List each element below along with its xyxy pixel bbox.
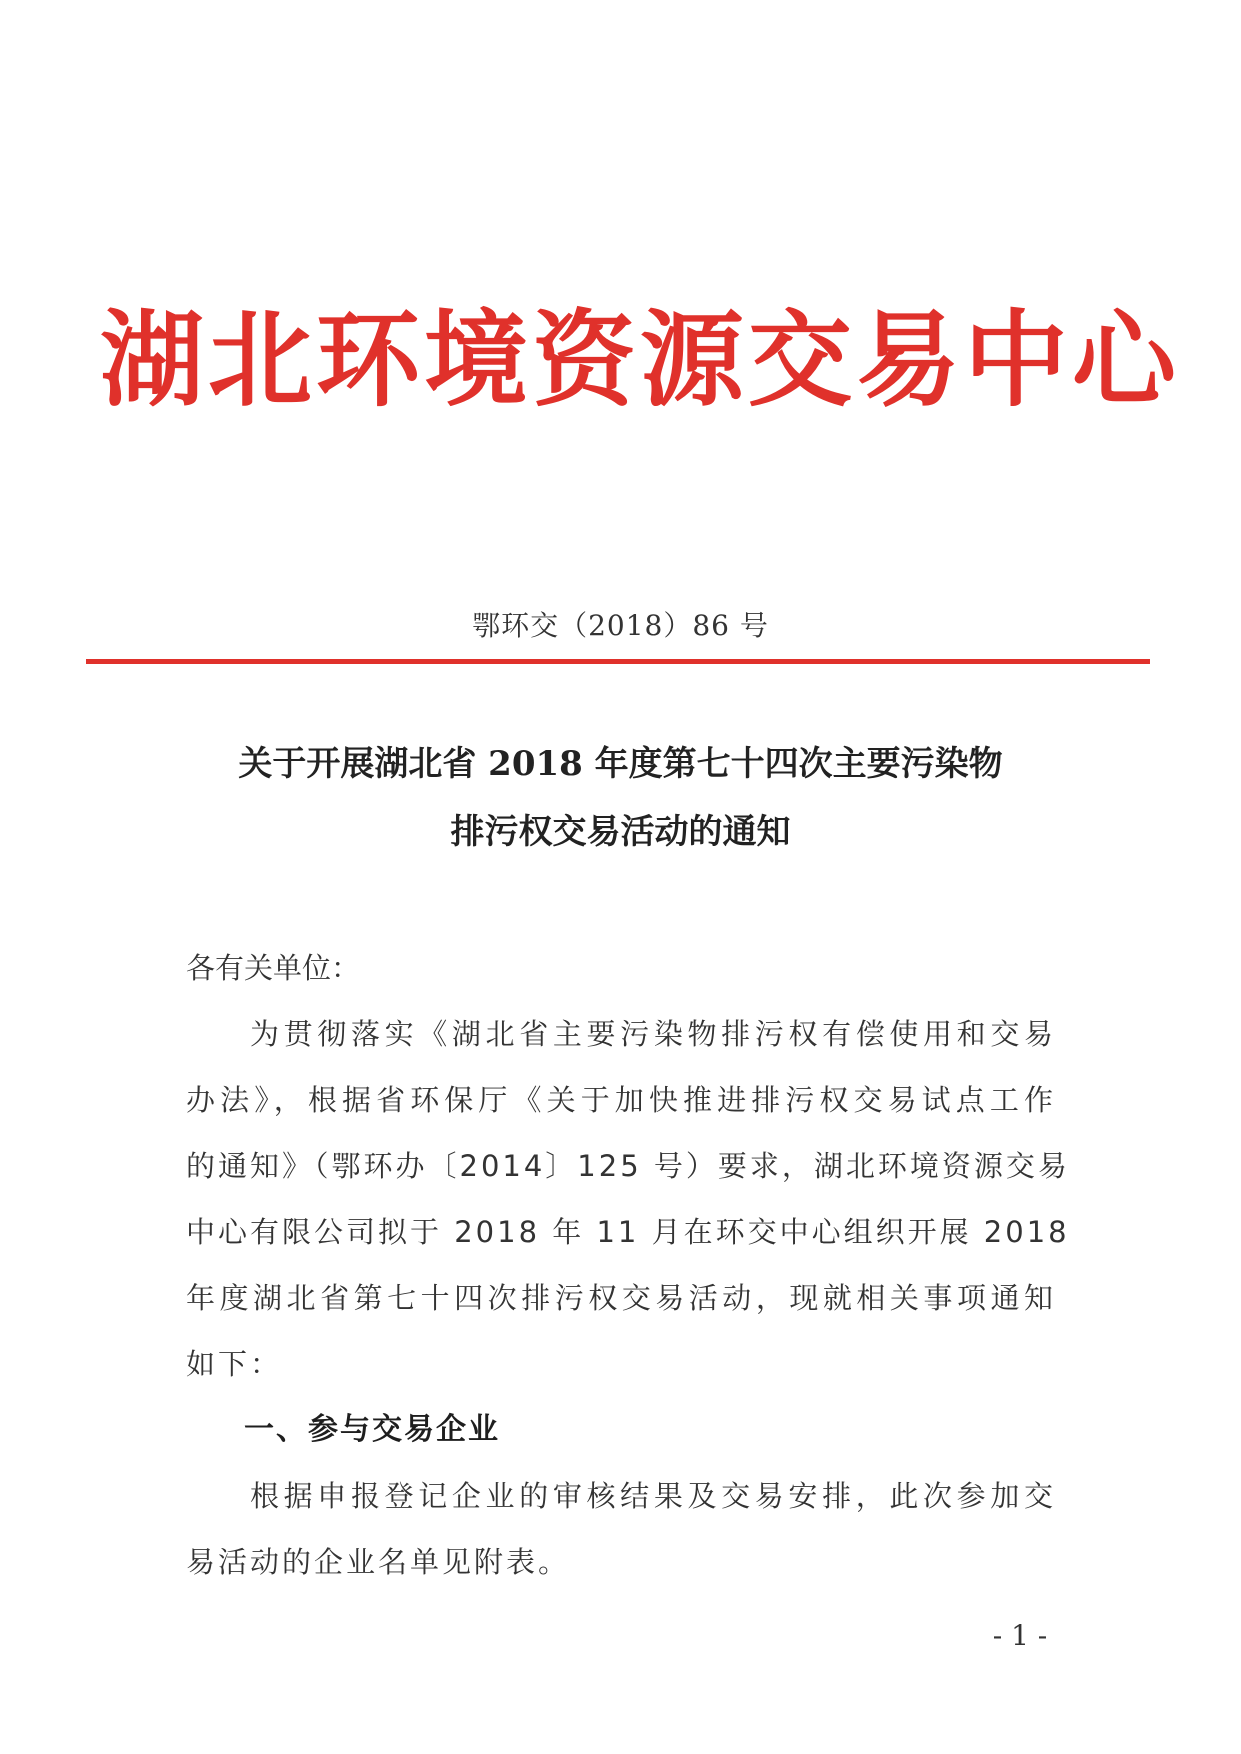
notice-title — [100, 730, 1141, 866]
document-number: 鄂环交（2018）86 号 — [472, 609, 769, 642]
notice-title-line-1: 关于开展湖北省 2018 年度第七十四次主要污染物 — [238, 744, 1003, 784]
document-body — [186, 935, 1070, 1595]
paragraph-line: 中心有限公司拟于 2018 年 11 月在环交中心组织开展 2018 — [186, 1215, 1070, 1249]
red-divider-rule — [86, 659, 1150, 664]
paragraph-line: 根据申报登记企业的审核结果及交易安排，此次参加交 — [250, 1479, 1056, 1513]
paragraph-2 — [186, 1463, 1056, 1595]
masthead-title: 湖北环境资源交易中心 — [100, 299, 1181, 421]
paragraph-line: 为贯彻落实《湖北省主要污染物排污权有偿使用和交易 — [250, 1017, 1056, 1051]
paragraph-1 — [186, 1001, 1070, 1397]
paragraph-line: 易活动的企业名单见附表。 — [186, 1545, 571, 1579]
paragraph-line: 办法》，根据省环保厅《关于加快推进排污权交易试点工作 — [186, 1083, 1056, 1117]
notice-title-line-2: 排污权交易活动的通知 — [450, 812, 791, 852]
salutation: 各有关单位： — [186, 951, 361, 985]
paragraph-line: 年度湖北省第七十四次排污权交易活动，现就相关事项通知 — [186, 1281, 1056, 1315]
paragraph-line: 如下： — [186, 1347, 283, 1381]
page-number: - 1 - — [992, 1619, 1048, 1652]
section-heading-1: 一、参与交易企业 — [244, 1412, 500, 1447]
paragraph-line: 的通知》（鄂环办〔2014〕125 号）要求，湖北环境资源交易 — [186, 1149, 1070, 1183]
